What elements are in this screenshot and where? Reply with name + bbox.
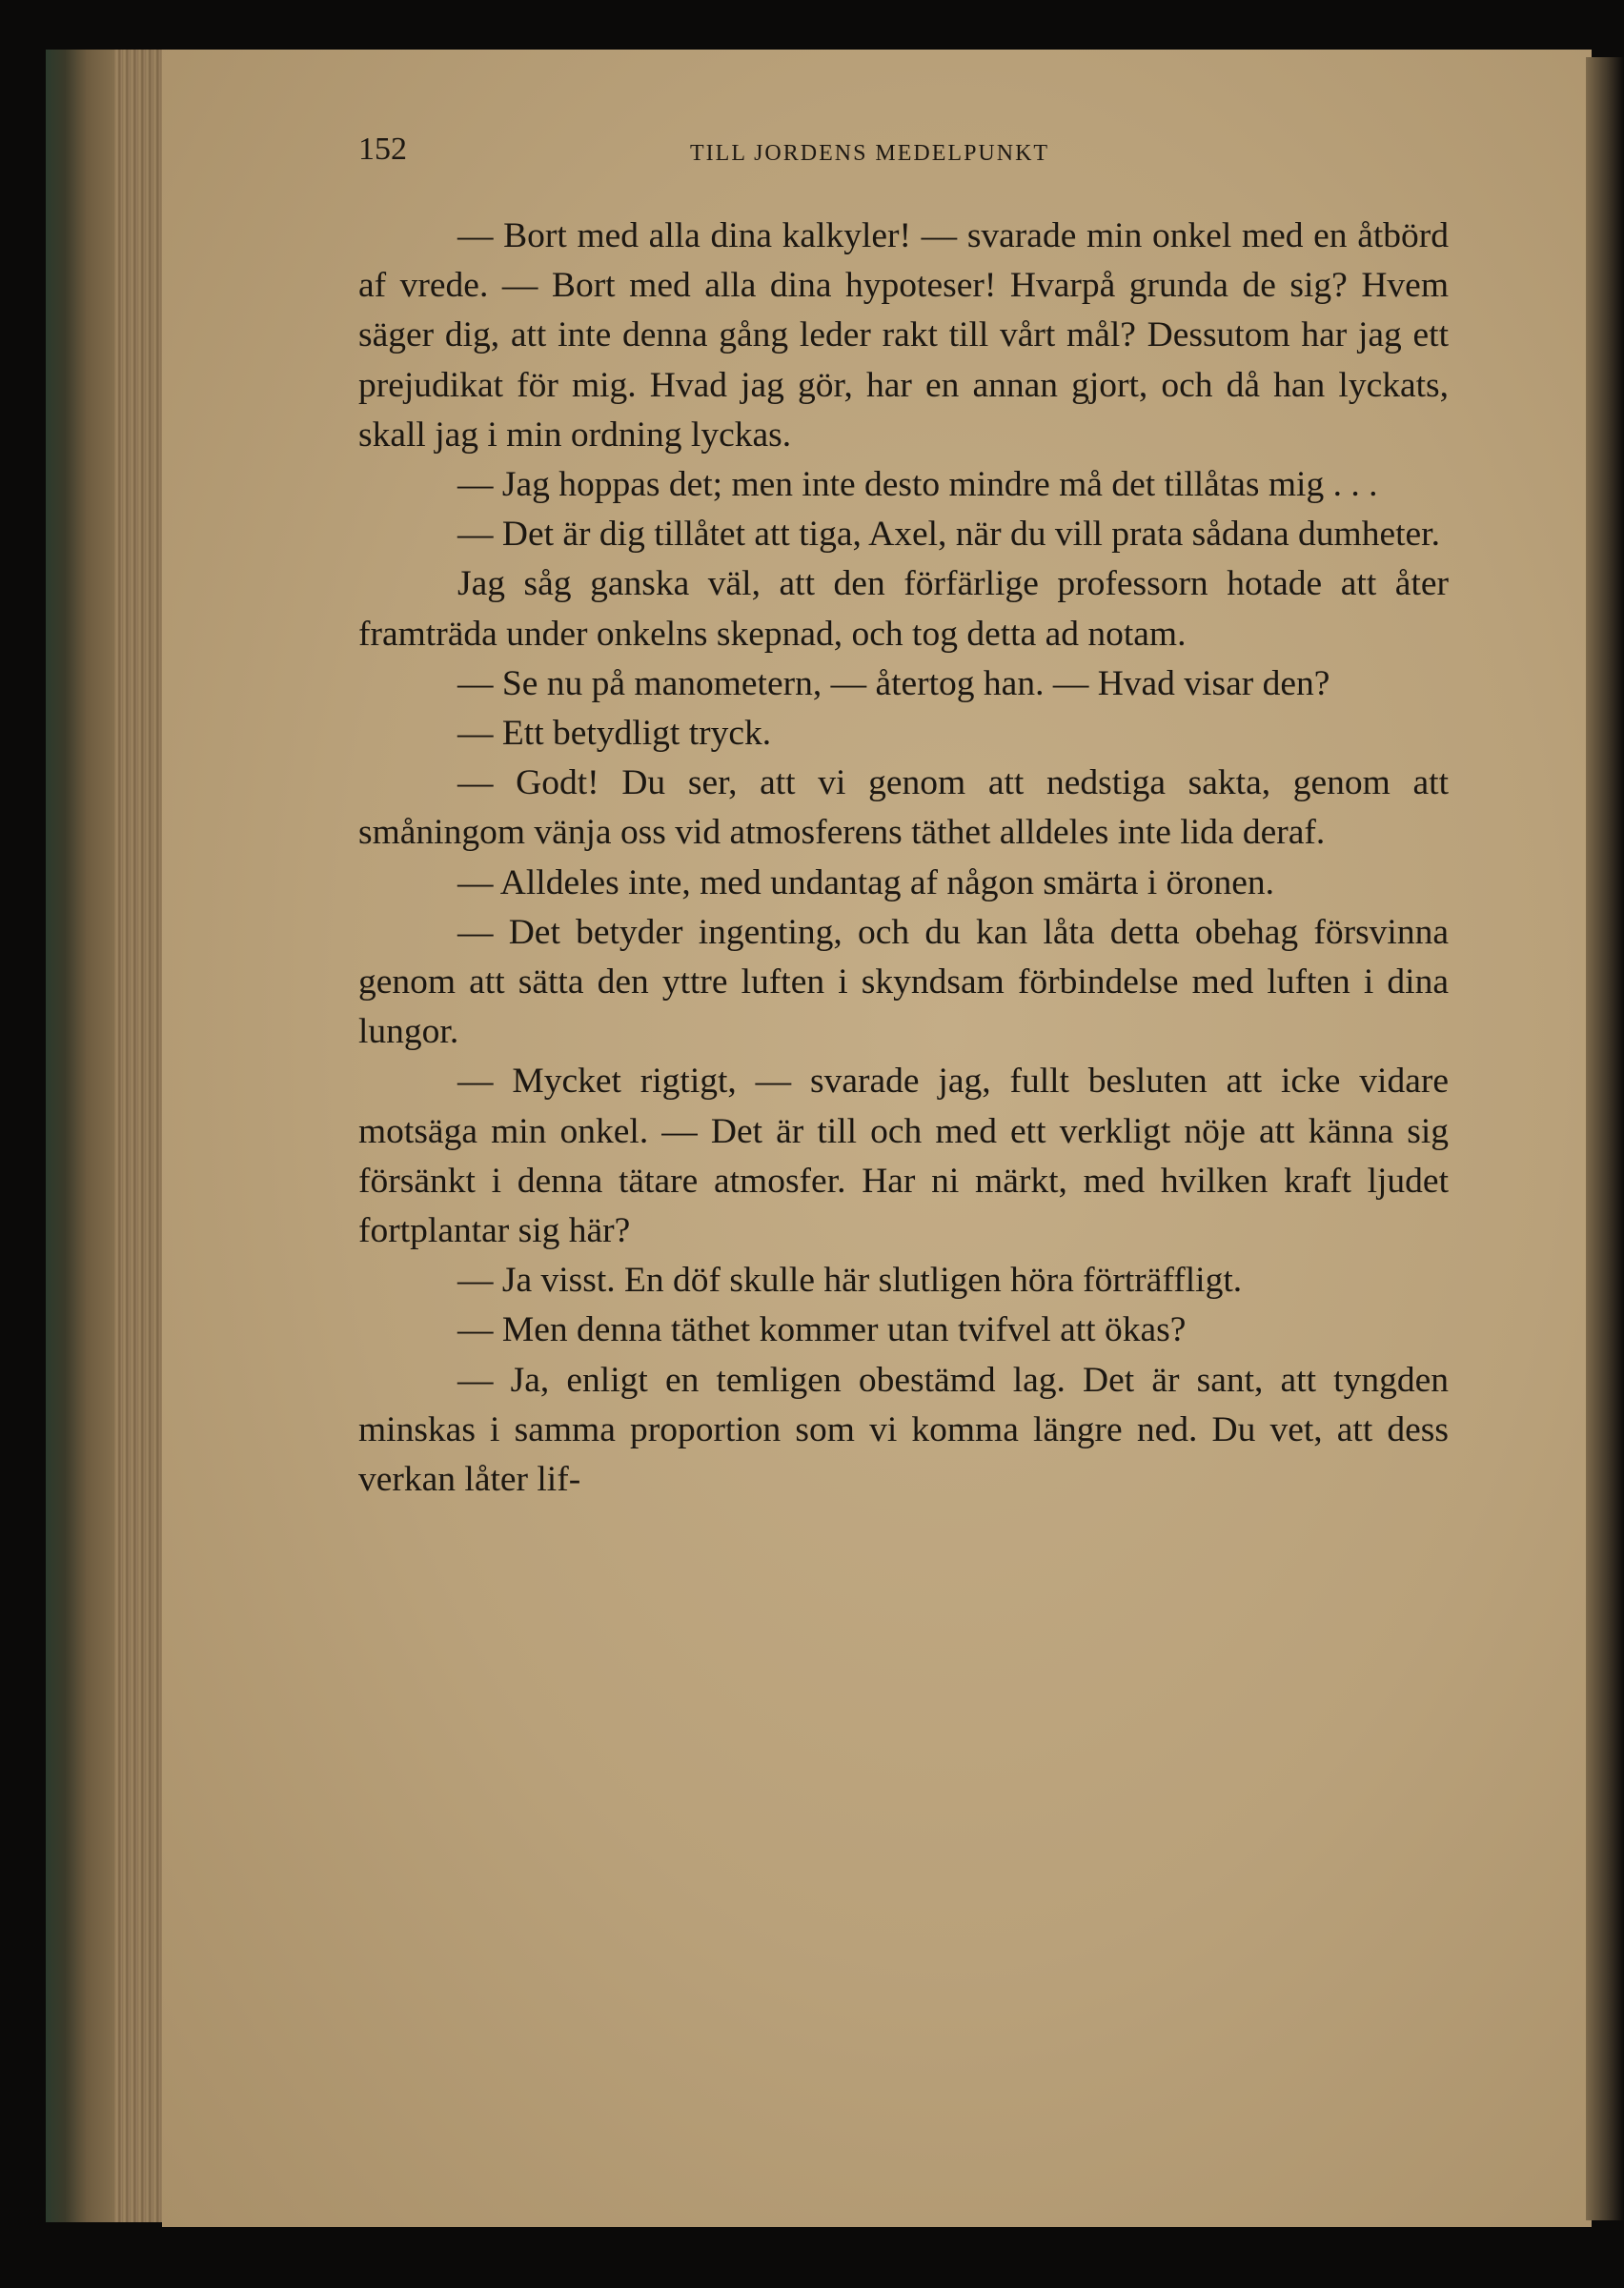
book-spine-edge	[46, 50, 122, 2222]
right-page-edge	[1586, 57, 1624, 2220]
paragraph-5: — Se nu på manometern, — återtog han. — Hvad visar den?	[457, 663, 1330, 703]
paragraph-8: — Alldeles inte, med undantag af någon smärta i öronen.	[457, 862, 1275, 902]
paragraph-9: — Det betyder ingenting, och du kan låta detta obehag försvinna genom att sätta den yttre luften i skyndsam förbindelse med luften i dina lungor.	[358, 912, 1449, 1052]
paragraph-4: Jag såg ganska väl, att den förfärlige professorn hotade att åter framträda under onkelns skepnad, och tog detta ad notam.	[358, 564, 1449, 654]
paragraph-11: — Ja visst. En döf skulle här slutligen höra förträffligt.	[457, 1261, 1243, 1301]
paragraph-7: — Godt! Du ser, att vi genom att nedstiga sakta, genom att småningom vänja oss vid atmosferens täthet alldeles inte lida deraf.	[358, 763, 1449, 853]
paragraph-2: — Jag hoppas det; men inte desto mindre må det tillåtas mig . . .	[457, 465, 1378, 505]
running-title: TILL JORDENS MEDELPUNKT	[690, 141, 1050, 166]
paragraph-10: — Mycket rigtigt, — svarade jag, fullt besluten att icke vidare motsäga min onkel. — Det är till och med ett verkligt nöje att känna sig försänkt i denna tätare atmosfer. Har ni märkt, med hvilken kraft ljudet fortplantar sig här?	[358, 1062, 1449, 1251]
paragraph-1: — Bort med alla dina kalkyler! — svarade min onkel med en åtbörd af vrede. — Bort med alla dina hypoteser! Hvarpå grunda de sig? Hvem säger dig, att inte denna gång leder rakt till vårt mål? Dessutom har jag ett prejudikat för mig. Hvad jag gör, har en annan gjort, och då han lyckats, skall jag i min ordning lyckas.	[358, 216, 1449, 455]
page-number: 152	[358, 132, 407, 167]
body-text	[358, 212, 1449, 1505]
paragraph-12: — Men denna täthet kommer utan tvifvel att ökas?	[457, 1310, 1187, 1350]
paragraph-3: — Det är dig tillåtet att tiga, Axel, när du vill prata sådana dumheter.	[457, 515, 1440, 555]
paragraph-6: — Ett betydligt tryck.	[457, 714, 772, 754]
paragraph-13: — Ja, enligt en temligen obestämd lag. Det är sant, att tyngden minskas i samma proportion som vi komma längre ned. Du vet, att dess verkan låter lif-	[358, 1360, 1449, 1500]
